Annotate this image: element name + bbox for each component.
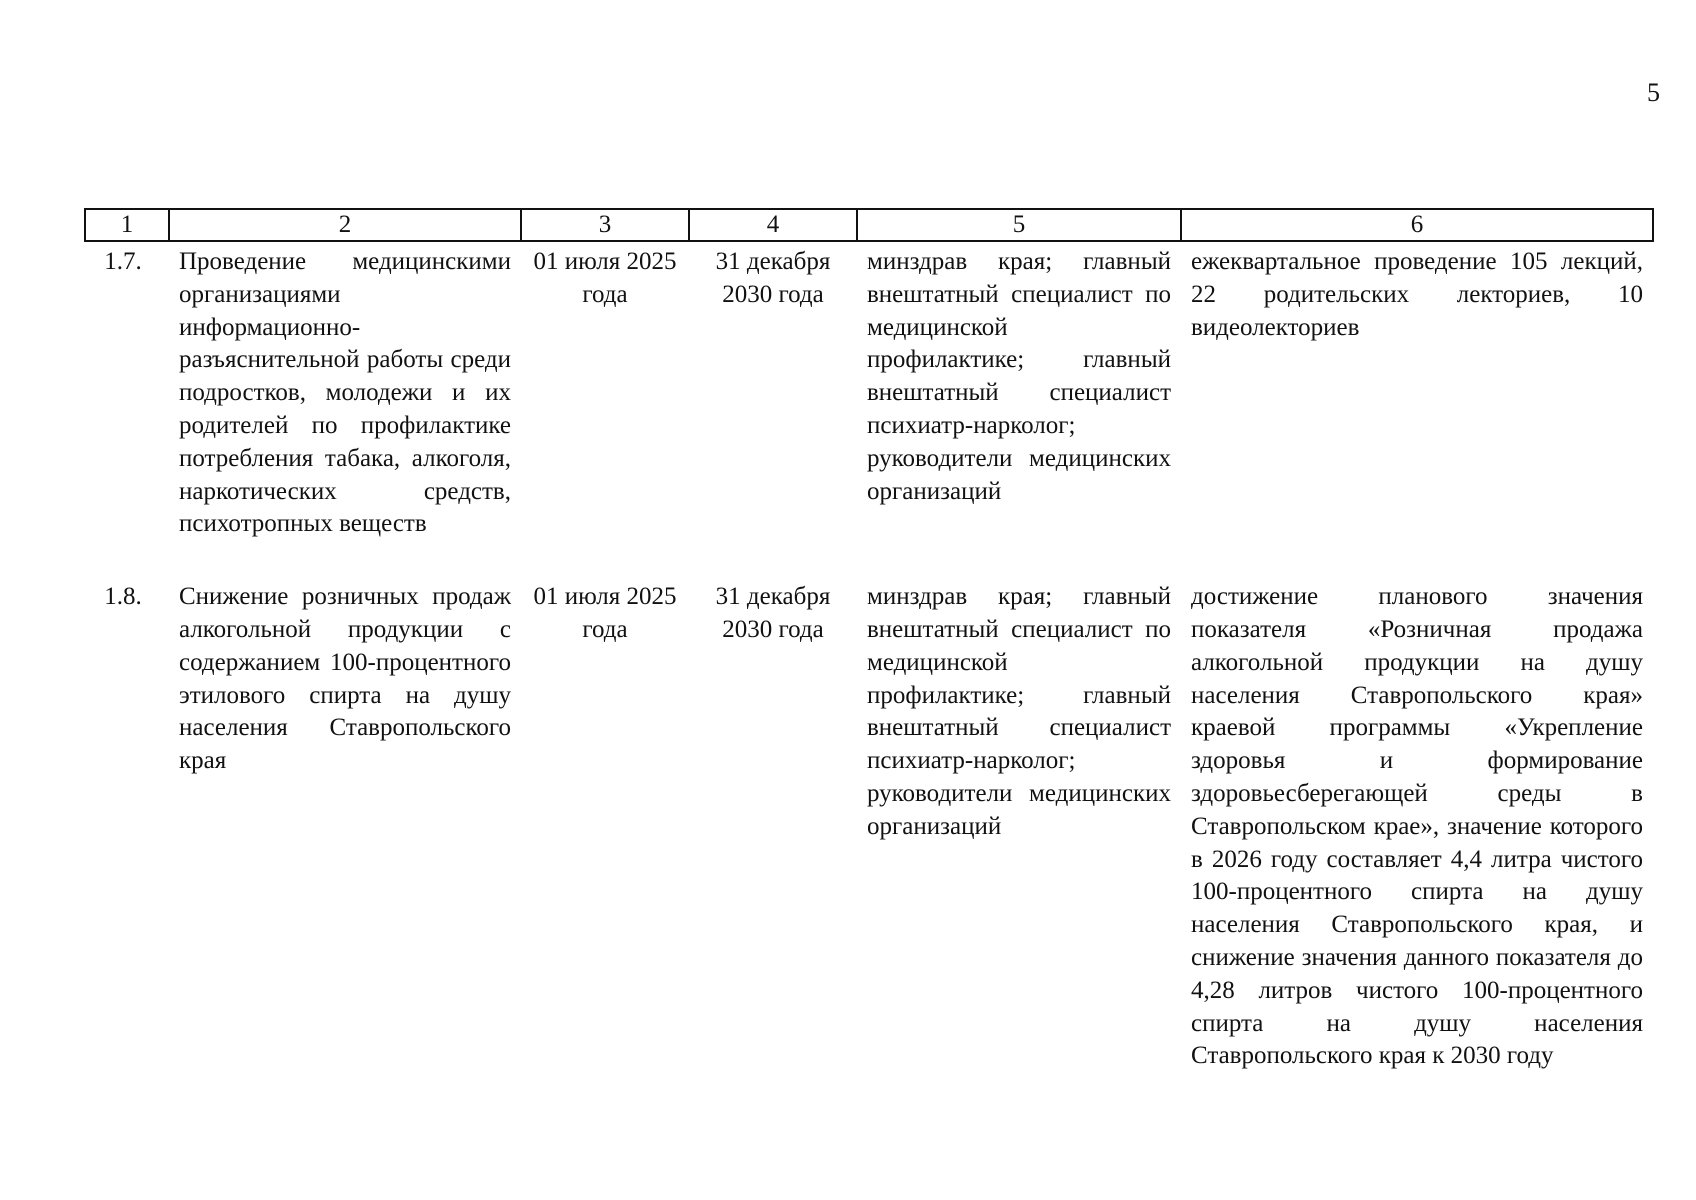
table-header [85,209,1653,241]
start-date: 01 июля 2025 года [533,583,677,643]
table-body [85,241,1653,1073]
end-date: 31 декабря 2030 года [715,248,831,308]
page-number: 5 [1647,78,1660,107]
measure-name: Снижение розничных продаж алкогольной продукции с содержанием 100-процентного этилового спирта на душу населения Ставропольского края [179,583,511,775]
start-date: 01 июля 2025 года [533,248,677,308]
row-number: 1.8. [104,583,142,611]
measures-table [84,208,1654,1073]
column-header-4: 4 [689,209,857,241]
measure-name: Проведение медицинскими организациями информационно-разъяснительной работы среди подростков, молодежи и их родителей по профилактике потребления табака, алкоголя, наркотических средств, психотропных веществ [179,248,511,538]
expected-result: достижение планового значения показателя «Розничная продажа алкогольной продукции на душу населения Ставропольского края» краевой программы «Укрепление здоровья и формирование здоровьесберегающей среды в Ставропольском крае», значение которого в 2026 году составляет 4,4 литра чистого 100-процентного спирта на душу населения Ставропольского края, и снижение значения данного показателя до 4,28 литров чистого 100-процентного спирта на душу населения Ставропольского края к 2030 году [1191,583,1643,1070]
table-row [85,581,1653,1073]
column-header-1: 1 [85,209,169,241]
expected-result: ежеквартальное проведение 105 лекций, 22 родительских лекториев, 10 видеолекториев [1191,248,1643,341]
column-header-5: 5 [857,209,1181,241]
end-date: 31 декабря 2030 года [715,583,831,643]
column-header-6: 6 [1181,209,1653,241]
responsible-executors: минздрав края; главный внештатный специалист по медицинской профилактике; главный внештатный специалист психиатр-нарколог; руководители медицинских организаций [867,583,1171,840]
header-row [85,209,1653,241]
row-number: 1.7. [104,248,142,275]
table-row [85,241,1653,581]
column-header-2: 2 [169,209,521,241]
responsible-executors: минздрав края; главный внештатный специалист по медицинской профилактике; главный внештатный специалист психиатр-нарколог; руководители медицинских организаций [867,248,1171,505]
column-header-3: 3 [521,209,689,241]
